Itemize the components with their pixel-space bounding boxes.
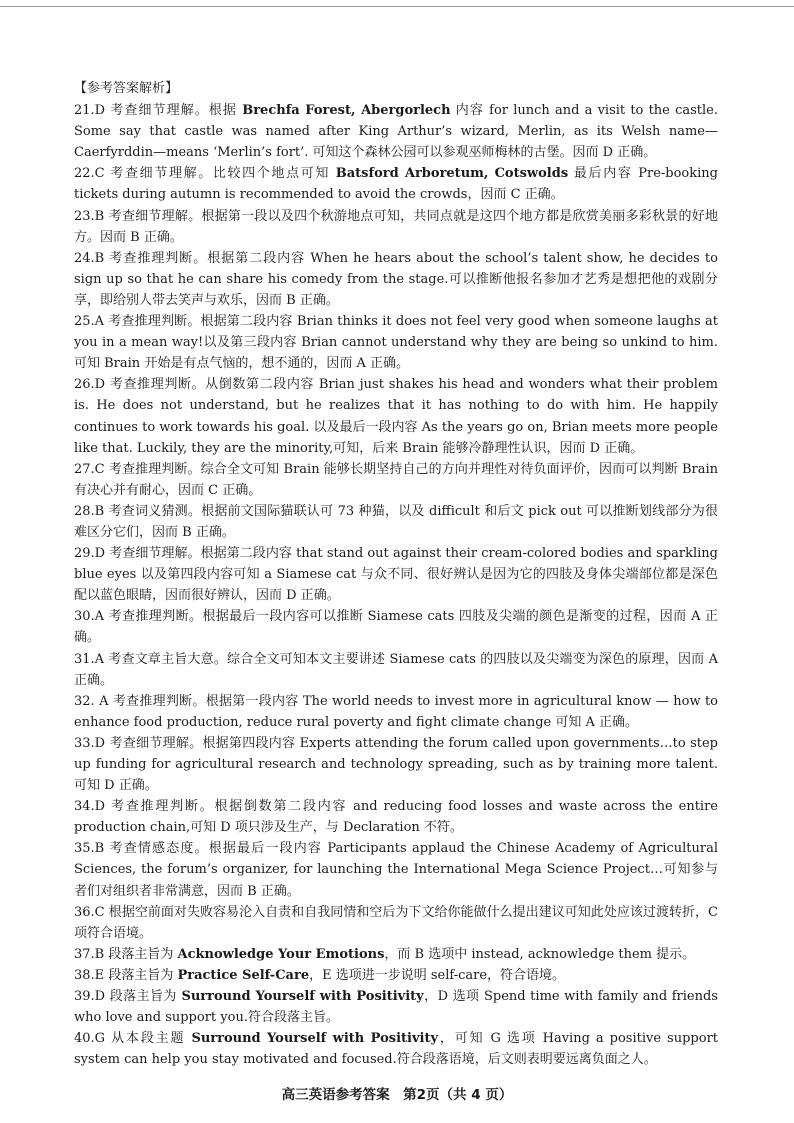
explanation-text: 考查细节理解。根据第二段内容 that stand out against their cream-colored bodies and sparkling blue eyes 以及第四段内容可知 a Siamese cat 与众不同、很好辨认是因为它的四肢及身体尖端部位都是深色配以蓝色眼睛，因而很好辨认，因而 D 正确。	[74, 546, 718, 604]
answer-item	[74, 649, 718, 691]
answer-number: 30.A	[74, 609, 105, 625]
explanation-text: 考查推理判断。根据最后一段内容可以推断 Siamese cats 四肢及尖端的颜色是渐变的过程，因而 A 正确。	[74, 609, 718, 646]
answer-item	[74, 965, 718, 986]
answer-item	[74, 1028, 718, 1070]
answer-item	[74, 986, 718, 1028]
answer-item	[74, 311, 718, 374]
explanation-text-cont: ，D 选项 Spend time with family and friends who love and support you.符合段落主旨。	[74, 989, 718, 1026]
answer-number: 31.A	[74, 651, 105, 667]
answer-number: 23.B	[74, 208, 105, 224]
explanation-text: 考查推理判断。根据第二段内容 Brian thinks it does not feel very good when someone laughs at you in a mean way!以及第三段内容 Brian cannot understand why they are being so unkind to him. 可知 Brain 开始是有点气恼的，想不通的，因而 A 正确。	[74, 314, 718, 372]
explanation-text: 考查细节理解。根据第四段内容 Experts attending the forum called upon governments…to step up funding for agricultural research and technology spreading, such as by training more talent.可知 D 正确。	[74, 735, 718, 794]
answer-number: 22.C	[74, 166, 105, 182]
explanation-text: 考查推理判断。根据第二段内容 When he hears about the school’s talent show, he decides to sign up so that he can share his comedy from the stage.可以推断他报名参加才艺秀是想把他的戏剧分享，即给别人带去笑声与欢乐，因而 B 正确。	[74, 250, 718, 308]
explanation-text: 考查推理判断。根据第一段内容 The world needs to invest more in agricultural know — how to enhance food production, reduce rural poverty and fight climate change 可知 A 正确。	[74, 693, 719, 730]
explanation-text: 考查情感态度。根据最后一段内容 Participants applaud the Chinese Academy of Agricultural Sciences, the forum’s organizer, for launching the International Mega Science Project…可知参与者们对组织者非常满意，因而 B 正确。	[74, 841, 718, 899]
section-heading: 【参考答案解析】	[74, 81, 179, 96]
answer-item	[74, 902, 718, 944]
answer-item	[74, 459, 718, 501]
explanation-text: 根据空前面对失败容易沦入自责和自我同情和空后为下文给你能做什么提出建议可知此处应该过渡转折，C 项符合语境。	[74, 904, 718, 941]
explanation-text: 考查细节理解。根据第一段以及四个秋游地点可知，共同点就是这四个地方都是欣赏美丽多彩秋景的好地方。因而 B 正确。	[74, 208, 718, 245]
explanation-text: 考查推理判断。根据倒数第二段内容 and reducing food losses and waste across the entire production chain,可知 D 项只涉及生产，与 Declaration 不符。	[74, 799, 718, 836]
answer-number: 32. A	[74, 693, 109, 709]
answer-item	[74, 691, 718, 733]
answer-item	[74, 163, 718, 205]
answer-number: 34.D	[74, 799, 106, 815]
explanation-text: 考查细节理解。比较四个地点可知	[110, 166, 336, 182]
answer-number: 39.D	[74, 989, 106, 1005]
answer-item	[74, 248, 718, 311]
answer-number: 27.C	[74, 461, 105, 477]
explanation-text-cont: ，E 选项进一步说明 self-care，符合语境。	[309, 967, 566, 983]
answer-number: 35.B	[74, 841, 105, 857]
explanation-text-cont: ，而 B 选项中 instead, acknowledge them 提示。	[384, 946, 696, 962]
explanation-text: 考查推理判断。综合全文可知 Brain 能够长期坚持自己的方向并理性对待负面评价，因而可以判断 Brain 有决心并有耐心，因而 C 正确。	[74, 461, 718, 498]
explanation-text: 段落主旨为	[109, 989, 182, 1005]
explanation-keyword: Batsford Arboretum, Cotswolds	[335, 166, 569, 182]
answer-number: 28.B	[74, 503, 105, 519]
explanation-text: 考查文章主旨大意。综合全文可知本文主要讲述 Siamese cats 的四肢以及尖端变为深色的原理，因而 A 正确。	[74, 651, 719, 688]
answer-item	[74, 944, 718, 965]
explanation-text: 考查细节理解。根据	[110, 103, 243, 119]
answer-item	[74, 501, 718, 543]
answer-item	[74, 838, 718, 901]
answer-explanations	[74, 78, 718, 1070]
explanation-keyword: Acknowledge Your Emotions	[177, 946, 385, 962]
answer-item	[74, 606, 718, 648]
answer-number: 40.G	[74, 1031, 106, 1047]
page-footer: 高三英语参考答案 第2页（共 4 页）	[281, 1087, 513, 1103]
explanation-keyword: Surround Yourself with Positivity	[191, 1031, 439, 1047]
answer-number: 29.D	[74, 546, 106, 562]
explanation-text: 考查词义猜测。根据前文国际猫联认可 73 种猫，以及 difficult 和后文 pick out 可以推断划线部分为很难区分它们，因而 B 正确。	[74, 503, 718, 540]
explanation-text: 段落主旨为	[108, 967, 178, 983]
explanation-text-cont: 内容 for lunch and a visit to the castle. Some say that castle was named after King Arthur’s wizard, Merlin, as its Welsh name—Caerfyrddin—means ‘Merlin’s fort’. 可知这个森林公园可以参观巫师梅林的古堡。因而 D 正确。	[74, 103, 718, 161]
answer-number: 38.E	[74, 967, 105, 983]
explanation-text-cont: ，可知 G 选项 Having a positive support system can help you stay motivated and focused.符合段落语境，后文则表明要远离负面之人。	[74, 1031, 719, 1068]
explanation-text: 考查推理判断。从倒数第二段内容 Brian just shakes his head and wonders what their problem is. He does not understand, but he realizes that it has nothing to do with him. He happily continues to work towards his goal. 以及最后一段内容 As the years go on, Brian meets more people like that. Luckily, they are the minority,可知，后来 Brain 能够冷静理性认识，因而 D 正确。	[74, 377, 718, 456]
answer-item	[74, 374, 718, 458]
top-edge-rule	[0, 0, 794, 7]
answer-number: 26.D	[74, 377, 106, 393]
answer-number: 37.B	[74, 946, 105, 962]
answer-number: 36.C	[74, 904, 105, 920]
answer-number: 24.B	[74, 250, 105, 266]
explanation-keyword: Brechfa Forest, Abergorlech	[242, 103, 451, 119]
answer-number: 25.A	[74, 314, 105, 330]
answer-item	[74, 796, 718, 838]
answer-item	[74, 206, 718, 248]
explanation-keyword: Practice Self-Care	[177, 967, 310, 983]
answer-item	[74, 543, 718, 606]
answer-item	[74, 733, 718, 796]
explanation-text-cont: 最后内容 Pre-booking tickets during autumn is recommended to avoid the crowds，因而 C 正确。	[74, 166, 718, 203]
explanation-text: 从本段主题	[111, 1031, 192, 1047]
answer-number: 21.D	[74, 103, 106, 119]
explanation-keyword: Surround Yourself with Positivity	[181, 989, 424, 1005]
answer-number: 33.D	[74, 735, 106, 751]
explanation-text: 段落主旨为	[108, 946, 178, 962]
answer-item	[74, 100, 718, 163]
